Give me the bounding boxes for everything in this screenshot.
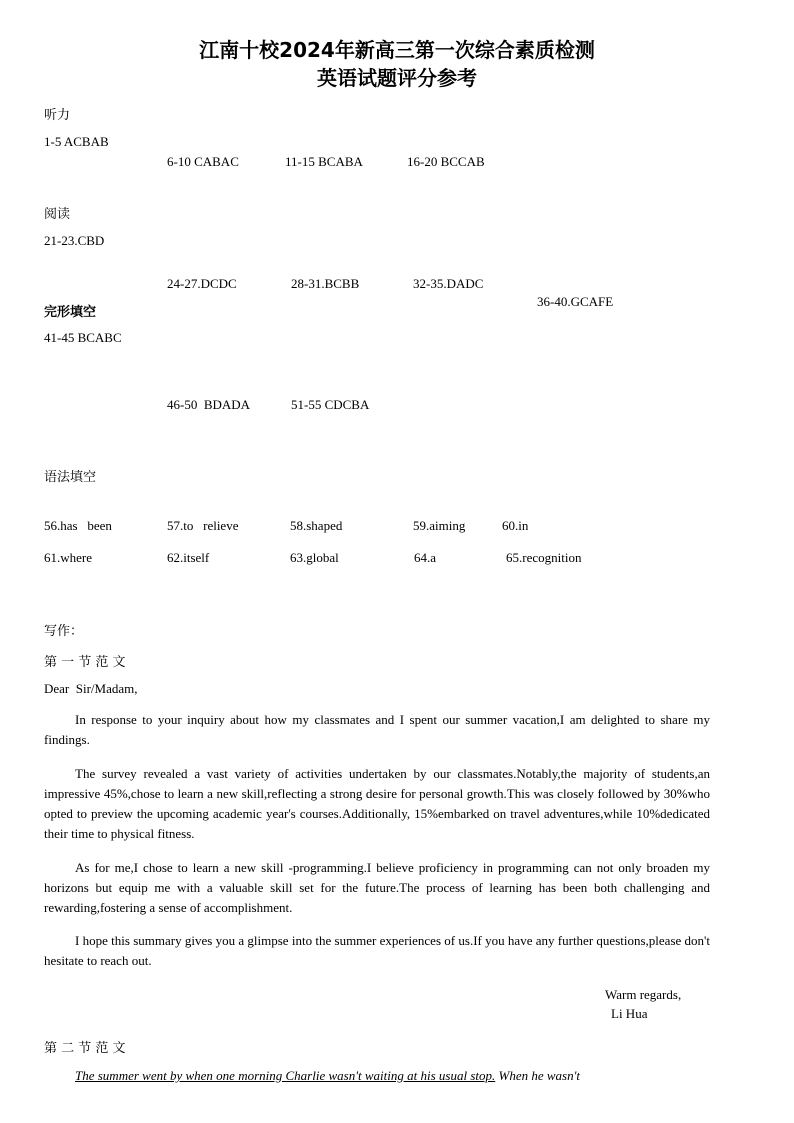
letter-closing: Warm regards, (605, 987, 682, 1002)
cloze-answer: 41-45 BCABC (44, 330, 122, 345)
reading-answer: 21-23.CBD (44, 233, 105, 248)
writing-section1-heading: 第 一 节 范 文 (44, 655, 126, 670)
grammar-heading: 语法填空 (44, 470, 97, 485)
grammar-answer: 62.itself (167, 550, 210, 565)
reading-answer: 24-27.DCDC (167, 276, 237, 291)
grammar-answer: 63.global (290, 550, 339, 565)
letter-paragraph: As for me,I chose to learn a new skill -programming.I believe proficiency in programming can not only broaden my horizons but equip me with a valuable skill set for the future.The process of learning has been both challenging and rewarding,fostering a sense of accomplishment. (44, 860, 710, 915)
writing-heading: 写作： (44, 624, 84, 639)
story-opening-underlined: The summer went by when one morning Charlie wasn't waiting at his usual stop. (75, 1068, 496, 1083)
grammar-answer: 56.has been (44, 518, 112, 533)
grammar-answer: 61.where (44, 550, 93, 565)
listening-answer: 1-5 ACBAB (44, 134, 109, 149)
letter-paragraph: I hope this summary gives you a glimpse into the summer experiences of us.If you have any further questions,please don't hesitate to reach out. (44, 933, 710, 968)
page-subtitle: 英语试题评分参考 (317, 66, 477, 90)
page-title: 江南十校2024年新高三第一次综合素质检测 (199, 38, 595, 62)
reading-answer: 28-31.BCBB (291, 276, 360, 291)
reading-answer: 32-35.DADC (413, 276, 484, 291)
letter-salutation: Dear Sir/Madam, (44, 681, 138, 696)
grammar-answer: 65.recognition (506, 550, 582, 565)
grammar-answer: 64.a (414, 550, 437, 565)
grammar-answer: 57.to relieve (167, 518, 239, 533)
grammar-answer: 59.aiming (413, 518, 466, 533)
letter-paragraph: The survey revealed a vast variety of activities undertaken by our classmates.Notably,the majority of students,an impressive 45%,chose to learn a new skill,reflecting a strong desire for personal growth.This was closely followed by 30%who opted to preview the upcoming academic year's courses.Additionally, 15%embarked on travel adventures,while 10%dedicated their time to physical fitness. (44, 766, 710, 841)
letter-signature: Li Hua (611, 1006, 648, 1021)
grammar-answer: 60.in (502, 518, 529, 533)
grammar-answer: 58.shaped (290, 518, 343, 533)
letter-paragraph: In response to your inquiry about how my classmates and I spent our summer vacation,I am delighted to share my findings. (44, 712, 710, 747)
writing-section2-heading: 第 二 节 范 文 (44, 1041, 126, 1056)
listening-answer: 6-10 CABAC (167, 154, 239, 169)
reading-answer: 36-40.GCAFE (537, 294, 614, 309)
story-opening-rest: When he wasn't (495, 1068, 580, 1083)
cloze-answer: 46-50 BDADA (167, 397, 251, 412)
cloze-heading: 完形填空 (44, 305, 97, 320)
listening-heading: 听力 (44, 108, 71, 123)
story-opening (75, 1068, 711, 1084)
reading-heading: 阅读 (44, 207, 71, 222)
cloze-answer: 51-55 CDCBA (291, 397, 370, 412)
listening-answer: 11-15 BCABA (285, 154, 363, 169)
listening-answer: 16-20 BCCAB (407, 154, 485, 169)
